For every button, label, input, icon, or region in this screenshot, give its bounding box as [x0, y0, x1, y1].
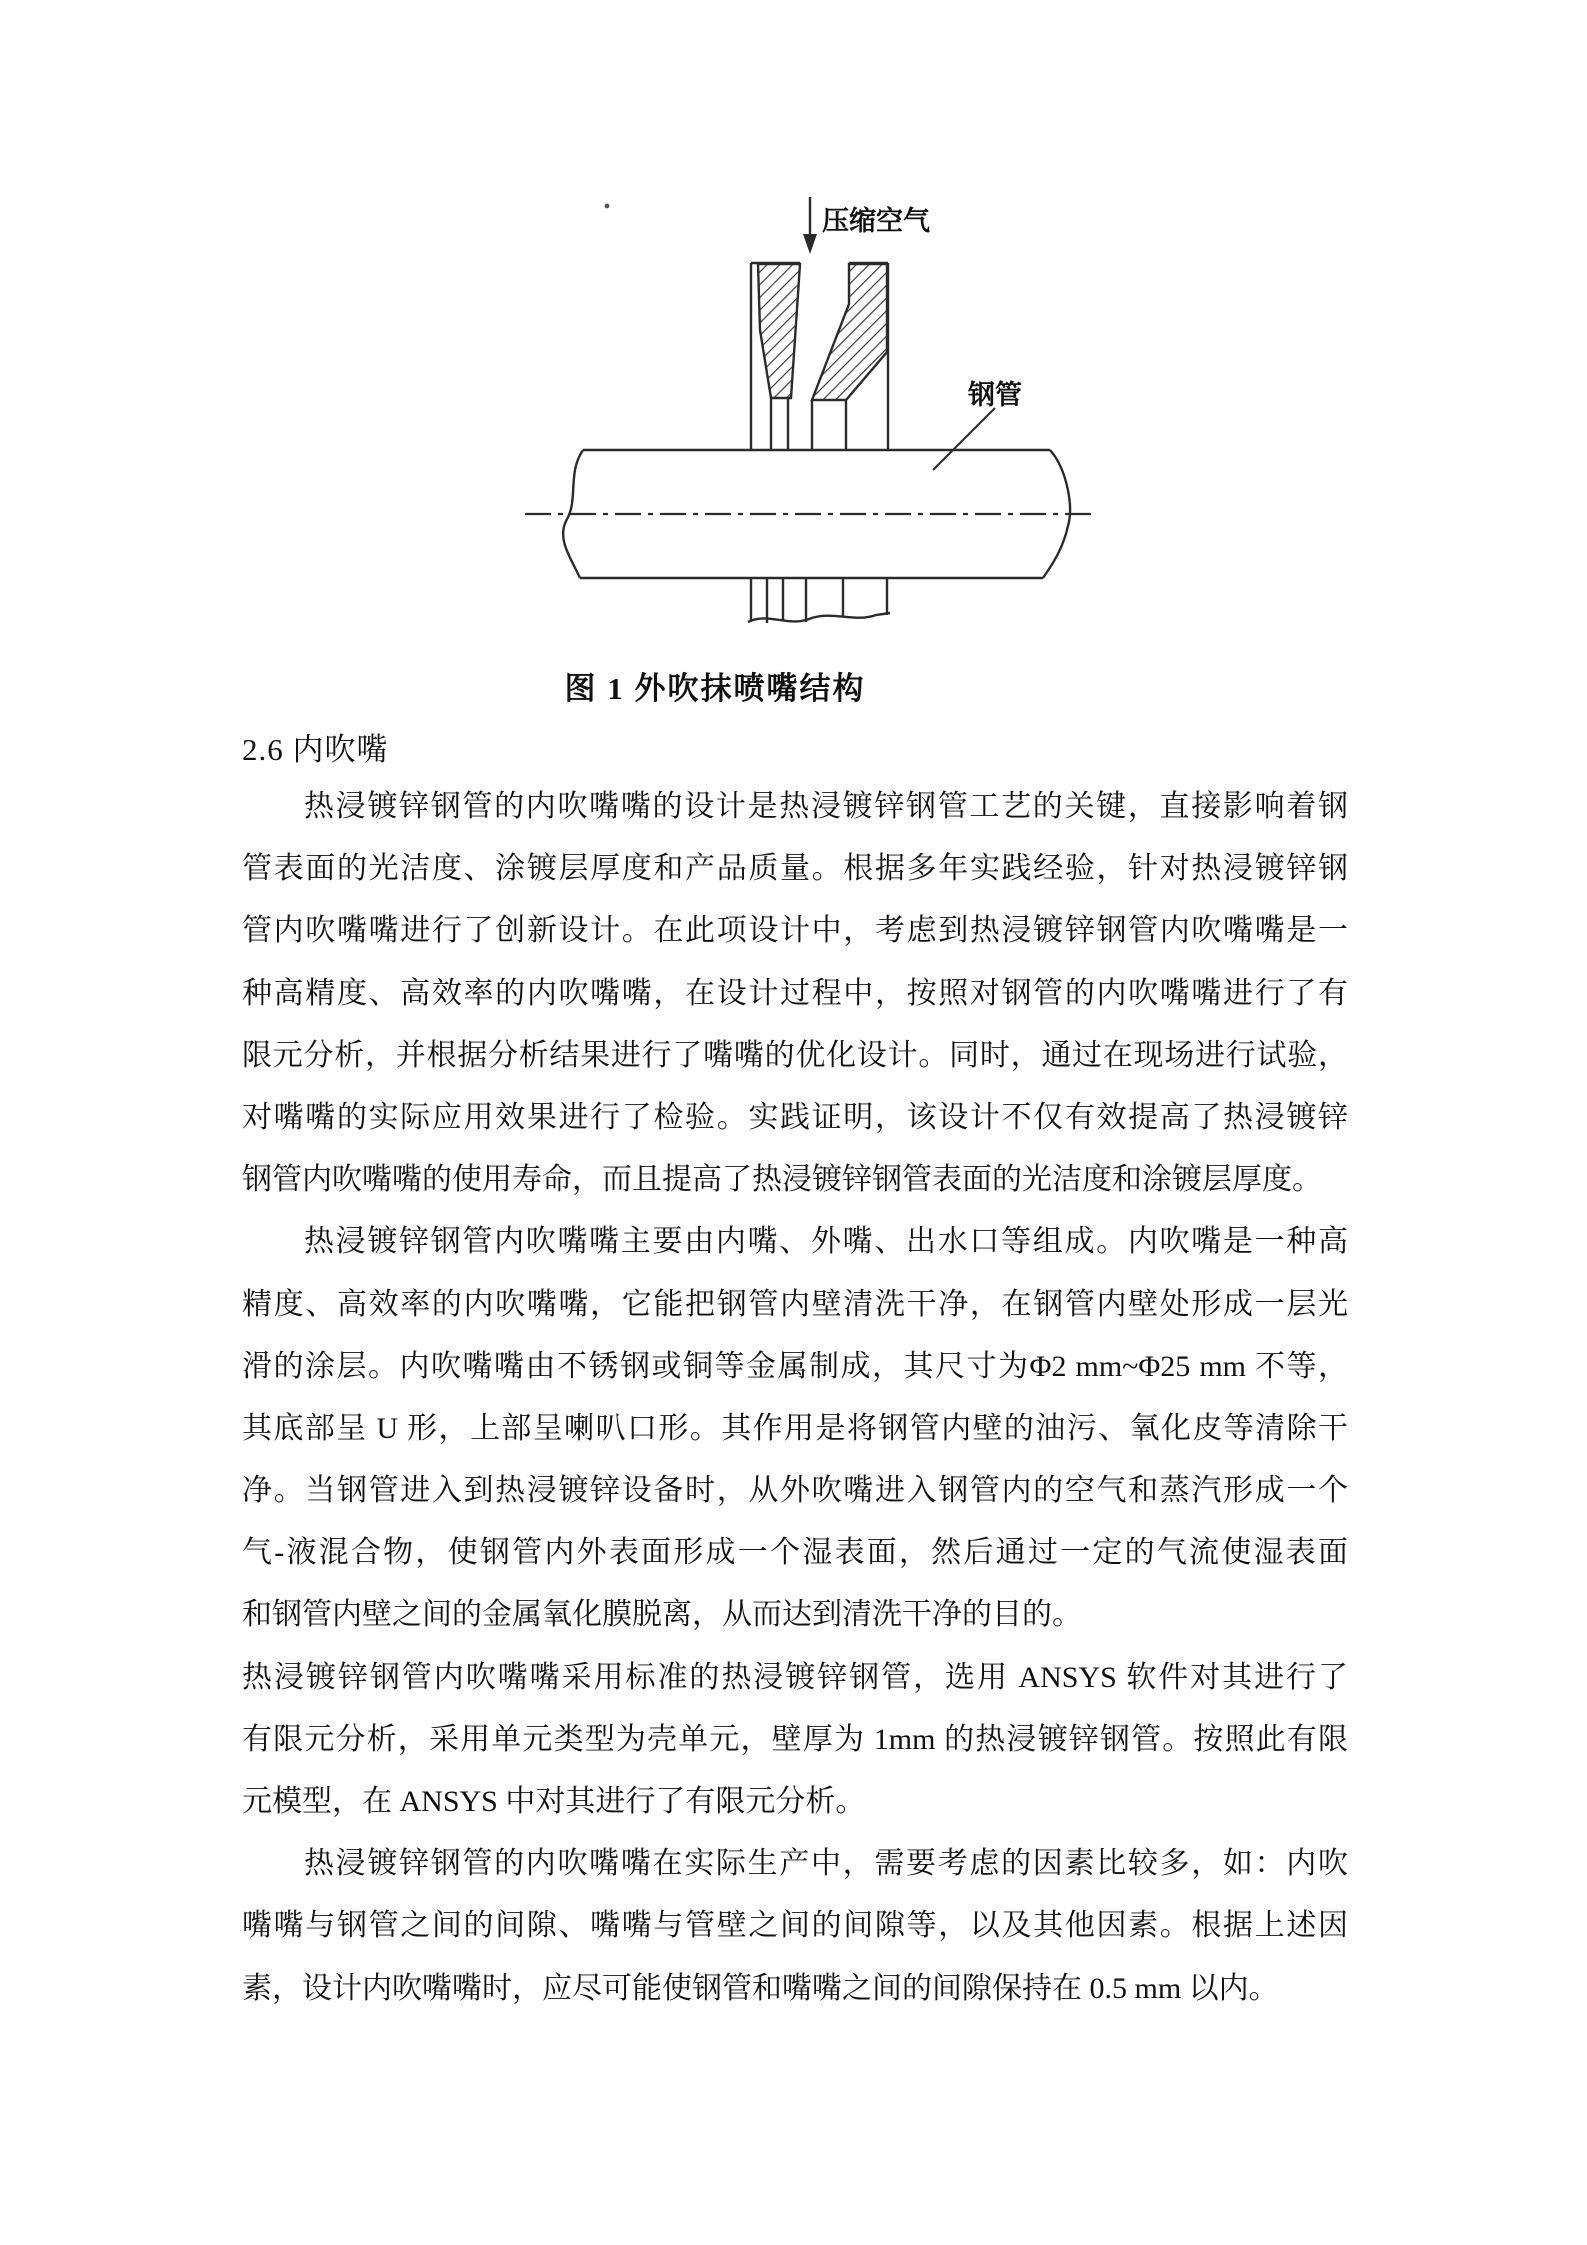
- body-line: 管内吹嘴嘴进行了创新设计。在此项设计中，考虑到热浸镀锌钢管内吹嘴嘴是一: [242, 914, 1348, 948]
- steel-pipe: [525, 450, 1092, 578]
- nozzle-left-section: [758, 264, 800, 398]
- body-line: 对嘴嘴的实际应用效果进行了检验。实践证明，该设计不仅有效提高了热浸镀锌: [242, 1100, 1348, 1134]
- scan-speck: [605, 204, 610, 209]
- compressed-air-arrow: [803, 197, 817, 254]
- lower-tubes: [748, 578, 890, 623]
- body-line: 嘴嘴与钢管之间的间隙、嘴嘴与管壁之间的间隙等，以及其他因素。根据上述因: [242, 1909, 1348, 1943]
- body-line: 素，设计内吹嘴嘴时，应尽可能使钢管和嘴嘴之间的间隙保持在 0.5 mm 以内。: [242, 1971, 1279, 2005]
- pipe-label-leader: [933, 408, 995, 470]
- nozzle-structure-figure: [470, 128, 1130, 658]
- body-line: 管表面的光洁度、涂镀层厚度和产品质量。根据多年实践经验，针对热浸镀锌钢: [242, 852, 1348, 886]
- body-line: 净。当钢管进入到热浸镀锌设备时，从外吹嘴进入钢管内的空气和蒸汽形成一个: [242, 1474, 1348, 1508]
- body-line: 钢管内吹嘴嘴的使用寿命，而且提高了热浸镀锌钢管表面的光洁度和涂镀层厚度。: [242, 1163, 1322, 1197]
- body-line: 精度、高效率的内吹嘴嘴，它能把钢管内壁清洗干净，在钢管内壁处形成一层光: [242, 1287, 1348, 1321]
- body-line: 气-液混合物，使钢管内外表面形成一个湿表面，然后通过一定的气流使湿表面: [242, 1536, 1348, 1570]
- body-line: 其底部呈 U 形，上部呈喇叭口形。其作用是将钢管内壁的油污、氧化皮等清除干: [242, 1411, 1348, 1445]
- compressed-air-label: 压缩空气: [822, 206, 930, 236]
- body-line: 限元分析，并根据分析结果进行了嘴嘴的优化设计。同时，通过在现场进行试验，: [242, 1038, 1348, 1072]
- body-line: 种高精度、高效率的内吹嘴嘴，在设计过程中，按照对钢管的内吹嘴嘴进行了有: [242, 976, 1348, 1010]
- body-line: 元模型，在 ANSYS 中对其进行了有限元分析。: [242, 1785, 866, 1818]
- body-line: 热浸镀锌钢管内吹嘴嘴主要由内嘴、外嘴、出水口等组成。内吹嘴是一种高: [304, 1225, 1348, 1259]
- body-line: 和钢管内壁之间的金属氧化膜脱离，从而达到清洗干净的目的。: [242, 1598, 1082, 1632]
- body-line: 有限元分析，采用单元类型为壳单元，壁厚为 1mm 的热浸镀锌钢管。按照此有限: [242, 1722, 1348, 1756]
- figure-caption: 图 1 外吹抹喷嘴结构: [564, 671, 866, 706]
- body-line: 热浸镀锌钢管的内吹嘴嘴的设计是热浸镀锌钢管工艺的关键，直接影响着钢: [304, 790, 1348, 823]
- body-line: 热浸镀锌钢管的内吹嘴嘴在实际生产中，需要考虑的因素比较多，如：内吹: [304, 1847, 1348, 1881]
- steel-pipe-label: 钢管: [968, 380, 1022, 410]
- section-heading: 2.6 内吹嘴: [242, 732, 389, 767]
- nozzle-right-section: [812, 264, 887, 400]
- nozzle-drawing: [525, 197, 1092, 623]
- body-line: 热浸镀锌钢管内吹嘴嘴采用标准的热浸镀锌钢管，选用 ANSYS 软件对其进行了: [242, 1660, 1348, 1694]
- body-text: [242, 776, 1348, 2020]
- body-line: 滑的涂层。内吹嘴嘴由不锈钢或铜等金属制成，其尺寸为Φ2 mm~Φ25 mm 不等，: [242, 1349, 1348, 1383]
